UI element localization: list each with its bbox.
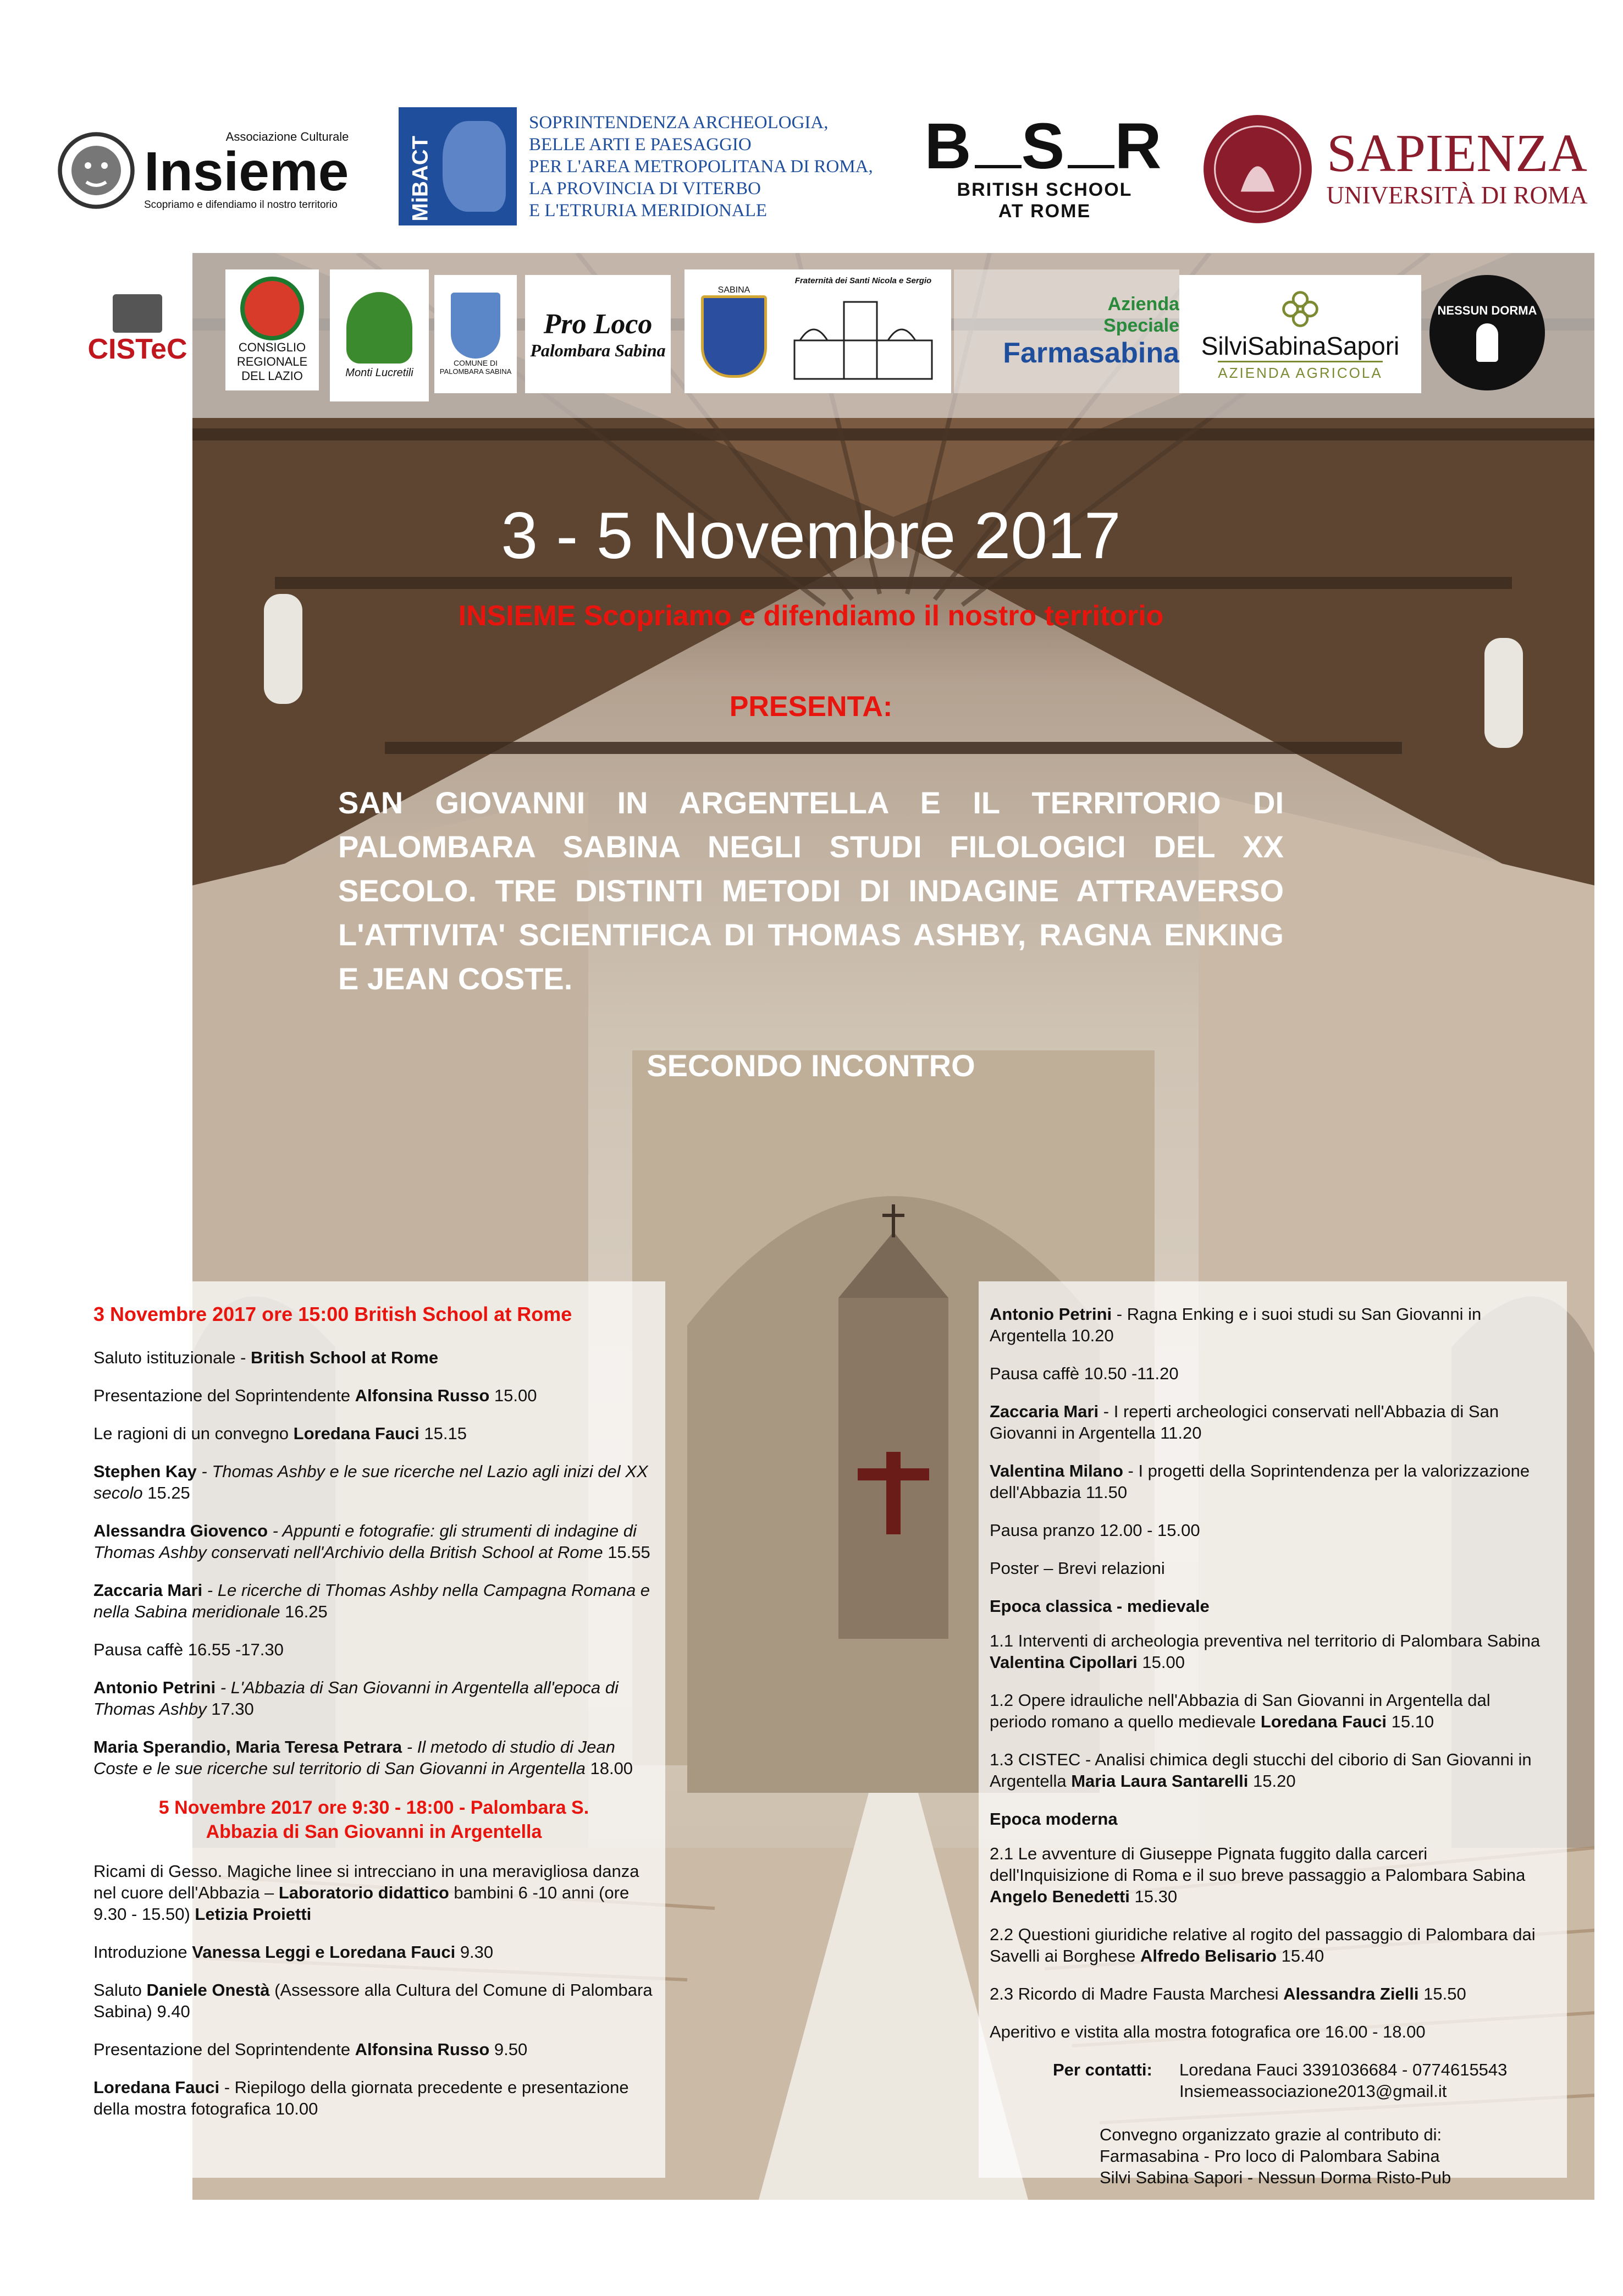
mibact-line-1: SOPRINTENDENZA ARCHEOLOGIA, (529, 112, 829, 133)
mibact-line-5: E L'ETRURIA MERIDIONALE (529, 200, 768, 221)
nessun-logo (1429, 275, 1545, 390)
program-item-post: 9.30 (455, 1942, 494, 1962)
monti-logo (330, 269, 429, 401)
program-item (990, 1983, 1545, 2005)
program-item-post: (Assessore alla Cultura del Comune di Palombara Sabina) 9.40 (93, 1980, 653, 2021)
program-item-pre: Pausa caffè 10.50 -11.20 (990, 1364, 1179, 1383)
farmasabina-line-3: Farmasabina (1003, 337, 1179, 369)
program-item-post: - Ragna Enking e i suoi studi su San Giovanni in Argentella 10.20 (990, 1304, 1482, 1345)
program-item-post: 18.00 (585, 1759, 633, 1778)
program-item (990, 1460, 1545, 1503)
lazio-line-1: CONSIGLIO (238, 340, 306, 354)
sabina-label: SABINA (717, 285, 750, 295)
lazio-line-2: REGIONALE (236, 355, 308, 368)
sapienza-sub: UNIVERSITÀ DI ROMA (1326, 181, 1588, 209)
sapienza-logo (1325, 124, 1589, 212)
program-item (990, 1689, 1545, 1732)
right-list (990, 1303, 1545, 1579)
program-item-pre: Presentazione del Soprintendente (93, 2040, 355, 2059)
proloco-line-2: Palombara Sabina (530, 340, 666, 360)
program-item-ital: - Il metodo di studio di Jean Coste e le sue ricerche sul territorio di San Giovanni in Argentella (93, 1737, 615, 1778)
program-item-post: 15.00 (1137, 1653, 1185, 1672)
program-item-pre: Ricami di Gesso. Magiche linee si intrecciano in una meravigliosa danza nel cuore dell'Abbazia – (93, 1862, 639, 1902)
bsr-mark: B S R (924, 110, 1165, 183)
lazio-emblem (240, 277, 304, 340)
program-item (93, 1736, 654, 1779)
program-item-post: - I reperti archeologici conservati nell'Abbazia di San Giovanni in Argentella 11.20 (990, 1402, 1499, 1442)
credits-line-1: Convegno organizzato grazie al contributo di: (1100, 2125, 1442, 2144)
program-item-ital: - Appunti e fotografie: gli strumenti di indagine di Thomas Ashby conservati nell'Archivio della British School at Rome (93, 1521, 637, 1562)
program-item-post: 15.25 (142, 1483, 190, 1502)
program-item-pre: Saluto (93, 1980, 147, 2000)
sapienza-seal (1199, 110, 1317, 228)
sabina-logo (684, 269, 783, 393)
event-subtitle: SECONDO INCONTRO (647, 1048, 975, 1083)
program-item-bold: Loredana Fauci (1260, 1712, 1387, 1731)
program-item-post: 15.15 (419, 1424, 467, 1443)
program-item (990, 1924, 1545, 1967)
event-org: INSIEME Scopriamo e difendiamo il nostro territorio (458, 600, 1164, 632)
day1-block (93, 1303, 654, 2136)
program-item-pre: 2.2 Questioni giuridiche relative al rogito del passaggio di Palombara dai Savelli ai Borghese (990, 1925, 1536, 1965)
credits (990, 2124, 1545, 2188)
silvi-name: SilviSabinaSapori (1201, 331, 1400, 360)
program-item (93, 1347, 654, 1368)
program-item-post: 15.20 (1248, 1771, 1296, 1791)
program-item-bold: Zaccaria Mari (990, 1402, 1099, 1421)
comune-line-1: COMUNE DI (453, 359, 498, 367)
lazio-line-3: DEL LAZIO (241, 369, 303, 383)
insieme-name: Insieme (144, 141, 349, 202)
program-item-pre: Aperitivo e vistita alla mostra fotografica ore 16.00 - 18.00 (990, 2022, 1426, 2041)
event-title: SAN GIOVANNI IN ARGENTELLA E IL TERRITORIO DI PALOMBARA SABINA NEGLI STUDI FILOLOGICI DEL XX SECOLO. TRE DISTINTI METODI DI INDAGINE ATTRAVERSO L'ATTIVITA' SCIENTIFICA DI THOMAS ASHBY, RAGNA ENKING E JEAN COSTE. (338, 785, 1284, 996)
program-item-post: 15.55 (603, 1543, 650, 1562)
right-block (990, 1303, 1545, 2188)
program-item-bold: Zaccaria Mari (93, 1581, 203, 1600)
nessun-name: NESSUN DORMA (1437, 304, 1537, 317)
mibact-mark (399, 107, 517, 225)
contacts-email[interactable]: Insiemeassociazione2013@gmail.it (1179, 2082, 1447, 2101)
program-item-post: 15.10 (1386, 1712, 1434, 1731)
program-item-bold2: Letizia Proietti (195, 1904, 312, 1924)
program-item (990, 1630, 1545, 1673)
program-item-pre: 1.2 Opere idrauliche nell'Abbazia di San Giovanni in Argentella dal periodo romano a quello medievale (990, 1691, 1490, 1731)
insieme-assoc: Associazione Culturale (225, 130, 349, 144)
program-item (93, 1677, 654, 1720)
program-item-pre: Presentazione del Soprintendente (93, 1386, 355, 1405)
program-item-pre: Pausa caffè 16.55 -17.30 (93, 1640, 284, 1659)
program-item-ital: - Le ricerche di Thomas Ashby nella Campagna Romana e nella Sabina meridionale (93, 1581, 650, 1621)
farmasabina-line-2: Speciale (1103, 315, 1179, 336)
program-item (990, 1557, 1545, 1579)
program-item-post: 15.30 (1129, 1887, 1178, 1906)
lion-head-icon (55, 129, 137, 212)
program-item-post: 15.40 (1277, 1946, 1324, 1965)
program-item-pre: Introduzione (93, 1942, 192, 1962)
chef-icon (1476, 323, 1498, 362)
day1-heading: 3 Novembre 2017 ore 15:00 British School at Rome (93, 1303, 572, 1325)
program-item (93, 1979, 654, 2022)
sapienza-name: SAPIENZA (1327, 124, 1587, 183)
credits-line-3: Silvi Sabina Sapori - Nessun Dorma Risto-Pub (1100, 2168, 1451, 2187)
flower-icon (346, 292, 412, 364)
moderna-list (990, 1843, 1545, 2042)
program-item-bold: Alfonsina Russo (355, 1386, 490, 1405)
program-item (990, 1749, 1545, 1792)
mibact-line-4: LA PROVINCIA DI VITERBO (529, 178, 761, 199)
sabina-crest-icon (701, 295, 767, 378)
comune-shield-icon (451, 293, 500, 359)
program-item (93, 1461, 654, 1504)
mibact-logo (399, 107, 893, 225)
contacts-phone: Loredana Fauci 3391036684 - 0774615543 (1179, 2060, 1508, 2079)
insieme-tagline: Scopriamo e difendiamo il nostro territorio (144, 199, 338, 211)
program-item-pre: Saluto istituzionale - (93, 1348, 251, 1367)
program-item-post: 17.30 (206, 1699, 254, 1719)
program-item-bold: Alfredo Belisario (1140, 1946, 1277, 1965)
mibact-line-2: BELLE ARTI E PAESAGGIO (529, 134, 752, 155)
program-item-post: 15.50 (1418, 1984, 1466, 2003)
program-item (990, 1303, 1545, 1346)
bsr-line-2: AT ROME (998, 201, 1091, 222)
program-item-post: 9.50 (489, 2040, 528, 2059)
program-item-pre: 2.3 Ricordo di Madre Fausta Marchesi (990, 1984, 1284, 2003)
fraternita-logo (775, 269, 951, 393)
program-item-bold: Maria Sperandio, Maria Teresa Petrara (93, 1737, 402, 1757)
sapienza-seal-icon (1201, 113, 1314, 225)
program-item-bold: Stephen Kay (93, 1462, 197, 1481)
program-item-bold: Vanessa Leggi e Loredana Fauci (192, 1942, 456, 1962)
program-item (93, 2039, 654, 2060)
flower-icon (1278, 287, 1322, 331)
program-item-bold: Valentina Cipollari (990, 1653, 1138, 1672)
program-item (93, 1579, 654, 1622)
program-item-post: 16.25 (280, 1602, 328, 1621)
program-item (990, 2021, 1545, 2042)
program-item (93, 1941, 654, 1963)
program-item (990, 1363, 1545, 1384)
program-item (93, 1423, 654, 1444)
day2-heading (93, 1796, 654, 1844)
program-item (990, 1401, 1545, 1444)
program-item-bold: Maria Laura Santarelli (1071, 1771, 1249, 1791)
program-item (93, 1639, 654, 1660)
program-item-bold: Alessandra Zielli (1283, 1984, 1419, 2003)
mibact-mark-text: MiBACT (408, 135, 433, 222)
event-date: 3 - 5 Novembre 2017 (501, 499, 1121, 572)
program-item (93, 1520, 654, 1563)
mibact-line-3: PER L'AREA METROPOLITANA DI ROMA, (529, 156, 873, 177)
epoca-moderna-heading: Epoca moderna (990, 1809, 1118, 1829)
cistec-name: CISTeC (87, 333, 187, 365)
program-item-bold: Valentina Milano (990, 1461, 1123, 1480)
bsr-line-1: BRITISH SCHOOL (957, 179, 1133, 200)
day2-list (93, 1860, 654, 2119)
program-item-bold: Loredana Fauci (93, 2078, 220, 2097)
farmasabina-line-1: Azienda (1107, 293, 1179, 315)
program-item-pre: Poster – Brevi relazioni (990, 1559, 1165, 1578)
comune-logo (434, 275, 517, 393)
program-item-bold: Antonio Petrini (990, 1304, 1112, 1324)
bsr-logo (893, 107, 1196, 228)
fraternita-title: Fraternità dei Santi Nicola e Sergio (794, 276, 932, 285)
program-item (93, 1860, 654, 1925)
program-item-post: 15.00 (489, 1386, 537, 1405)
program-item-mid: bambini 6 -10 anni (ore 9.30 - 15.50) (93, 1883, 630, 1924)
program-item-bold: Alessandra Giovenco (93, 1521, 268, 1540)
program-item-pre: 2.1 Le avventure di Giuseppe Pignata fuggito dalla carceri dell'Inquisizione di Roma e il suo breve passaggio a Palombara Sabina (990, 1844, 1526, 1885)
program-item (990, 1843, 1545, 1907)
program-item-ital: - L'Abbazia di San Giovanni in Argentella all'epoca di Thomas Ashby (93, 1678, 619, 1719)
program-item-post: - I progetti della Soprintendenza per la valorizzazione dell'Abbazia 11.50 (990, 1461, 1530, 1502)
program-item (990, 1519, 1545, 1541)
program-item-pre: 1.1 Interventi di archeologia preventiva nel territorio di Palombara Sabina (990, 1631, 1541, 1650)
program-item-bold: Alfonsina Russo (355, 2040, 490, 2059)
program-item-ital: - Thomas Ashby e le sue ricerche nel Lazio agli inizi del XX secolo (93, 1462, 648, 1502)
contacts (990, 2059, 1545, 2102)
proloco-logo (525, 275, 671, 393)
insieme-logo (55, 113, 385, 228)
silvi-logo (1179, 275, 1421, 393)
contacts-label: Per contatti: (1053, 2060, 1152, 2079)
monti-line-1: Monti Lucretili (345, 366, 413, 379)
day2-heading-line-1: 5 Novembre 2017 ore 9:30 - 18:00 - Palombara S. (158, 1797, 589, 1818)
program-item-pre: Le ragioni di un convegno (93, 1424, 294, 1443)
program-item-bold: Loredana Fauci (293, 1424, 419, 1443)
program-item-bold: Antonio Petrini (93, 1678, 216, 1697)
event-presenta: PRESENTA: (729, 691, 893, 723)
program-item-bold: Angelo Benedetti (990, 1887, 1130, 1906)
day2-heading-line-2: Abbazia di San Giovanni in Argentella (206, 1821, 542, 1842)
day1-list (93, 1347, 654, 1779)
program-item-bold: Laboratorio didattico (278, 1883, 449, 1902)
program-item-bold: Daniele Onestà (146, 1980, 270, 2000)
program-item-pre: Pausa pranzo 12.00 - 15.00 (990, 1521, 1200, 1540)
epoca-classica-heading: Epoca classica - medievale (990, 1596, 1210, 1616)
program-item-post: - Riepilogo della giornata precedente e presentazione della mostra fotografica 10.00 (93, 2078, 629, 2118)
cistec-logo (82, 275, 192, 385)
classica-list (990, 1630, 1545, 1792)
churches-icon (783, 285, 943, 387)
proloco-line-1: Pro Loco (543, 308, 653, 340)
program-item-pre: 1.3 CISTEC - Analisi chimica degli stucchi del ciborio di San Giovanni in Argentella (990, 1750, 1532, 1791)
cistec-emblem (113, 294, 162, 333)
program-item-bold: British School at Rome (251, 1348, 439, 1367)
silvi-sub: AZIENDA AGRICOLA (1218, 361, 1382, 382)
farmasabina-logo (954, 269, 1179, 393)
program-item (93, 2077, 654, 2119)
comune-line-2: PALOMBARA SABINA (439, 367, 512, 376)
credits-line-2: Farmasabina - Pro loco di Palombara Sabina (1100, 2146, 1440, 2166)
program-item (93, 1385, 654, 1406)
lazio-logo (225, 269, 319, 390)
